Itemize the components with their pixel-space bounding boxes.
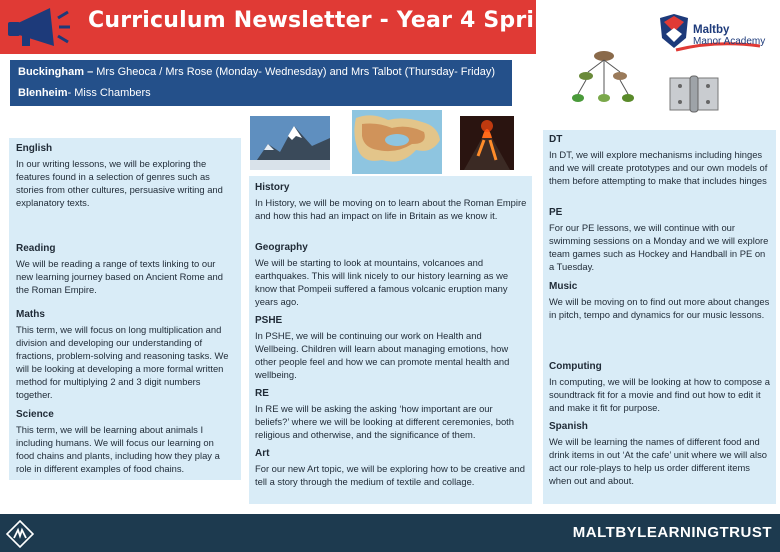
buckingham-row — [18, 66, 495, 78]
reading-section — [16, 242, 234, 296]
section-text: This term, we will be learning about animals I including humans. We will focus our learning on food chains and plants, including how they play a role in different examples of food chains. — [16, 424, 220, 474]
volcano-picture — [460, 116, 514, 170]
pe-section — [549, 206, 771, 273]
section-text: For our new Art topic, we will be exploring how to be creative and tell a story through the medium of textile and collage. — [255, 463, 525, 487]
computing-section — [549, 360, 771, 414]
section-text: In computing, we will be looking at how to compose a soundtrack fit for a movie and find out how to edit it and make it fit for purpose. — [549, 376, 770, 413]
blenheim-row — [18, 87, 151, 99]
section-heading: PSHE — [255, 315, 283, 326]
section-heading: DT — [549, 134, 563, 145]
section-text: We will be moving on to find out more about changes in pitch, tempo and dynamics for our music lessons. — [549, 296, 770, 320]
english-section — [16, 142, 234, 209]
footer-brand: MALTBYLEARNINGTRUST — [572, 524, 772, 541]
pshe-section — [255, 314, 527, 381]
dt-section — [549, 133, 771, 187]
section-heading: Maths — [16, 309, 45, 320]
section-heading: Spanish — [549, 421, 588, 432]
geography-section — [255, 241, 527, 308]
section-heading: Reading — [16, 243, 56, 254]
section-text: In PSHE, we will be continuing our work on Health and Wellbeing. Children will learn about managing emotions, how other people feel and how we can promote mental health and wellbeing. — [255, 330, 510, 380]
mountain-picture — [250, 116, 330, 170]
section-text: For our PE lessons, we will continue with our swimming sessions on a Monday and we will explore team games such as Hockey and Handball in PE on a Tuesday. — [549, 222, 769, 272]
section-text: We will be starting to look at mountains, volcanoes and earthquakes. This will link nicely to our history learning as we know that Pompeii suffered a famous volcanic eruption many years ago. — [255, 257, 509, 307]
section-heading: Computing — [549, 361, 602, 372]
art-section — [255, 447, 527, 488]
trust-logo-icon — [6, 520, 34, 548]
buckingham-label: Buckingham – — [18, 66, 94, 78]
section-heading: Geography — [255, 242, 308, 253]
music-section — [549, 280, 771, 321]
section-text: In History, we will be moving on to learn about the Roman Empire and how this had an impact on life in Britain as we know it. — [255, 197, 527, 221]
section-heading: Science — [16, 409, 54, 420]
maths-section — [16, 308, 234, 401]
science-section — [16, 408, 234, 475]
section-heading: English — [16, 143, 53, 154]
section-heading: RE — [255, 388, 269, 399]
megaphone-icon — [6, 6, 72, 50]
section-text: This term, we will focus on long multiplication and division and developing our understanding of fractions, problem-solving and reasoning tasks. We will be looking at developing a more formal written method for multiplying 2 and 3 digit numbers together. — [16, 324, 229, 400]
logo-name: Maltby — [693, 24, 730, 36]
history-section — [255, 181, 527, 222]
section-heading: Music — [549, 281, 578, 292]
title-banner — [0, 0, 590, 54]
section-text: In DT, we will explore mechanisms including hinges and we will create prototypes and our own models of them before attempting to make that includes hinges — [549, 149, 768, 186]
blenheim-label: Blenheim — [18, 87, 68, 99]
section-heading: History — [255, 182, 290, 193]
section-text: In our writing lessons, we will be exploring the features found in a selection of genres such as stories from other cultures, persuasive writing and explanatory texts. — [16, 158, 223, 208]
section-heading: PE — [549, 207, 563, 218]
section-text: We will be reading a range of texts linking to our new learning journey based on Ancient Rome and the Roman Empire. — [16, 258, 223, 295]
class-teachers-box — [10, 60, 512, 106]
section-heading: Art — [255, 448, 270, 459]
buckingham-teachers: Mrs Gheoca / Mrs Rose (Monday- Wednesday) and Mrs Talbot (Thursday- Friday) — [93, 66, 496, 78]
hinge-picture — [664, 72, 724, 116]
section-text: We will be learning the names of different food and drink items in out ‘At the cafe’ unit where we will also act our role-plays to help us order different items when out and about. — [549, 436, 767, 486]
logo-subtitle: Manor Academy — [693, 36, 766, 47]
footer-bar — [0, 514, 780, 552]
section-text: In RE we will be asking the asking ‘how important are our beliefs?’ where we will be looking at different ceremonies, both religious and otherwise, and the significance of them. — [255, 403, 514, 440]
blenheim-teachers: - Miss Chambers — [67, 87, 151, 99]
page-title: Curriculum Newsletter - Year 4 Spring 1 — [88, 8, 590, 33]
re-section — [255, 387, 527, 441]
food-chain-picture — [564, 46, 644, 116]
roman-empire-map — [352, 110, 442, 174]
spanish-section — [549, 420, 771, 487]
